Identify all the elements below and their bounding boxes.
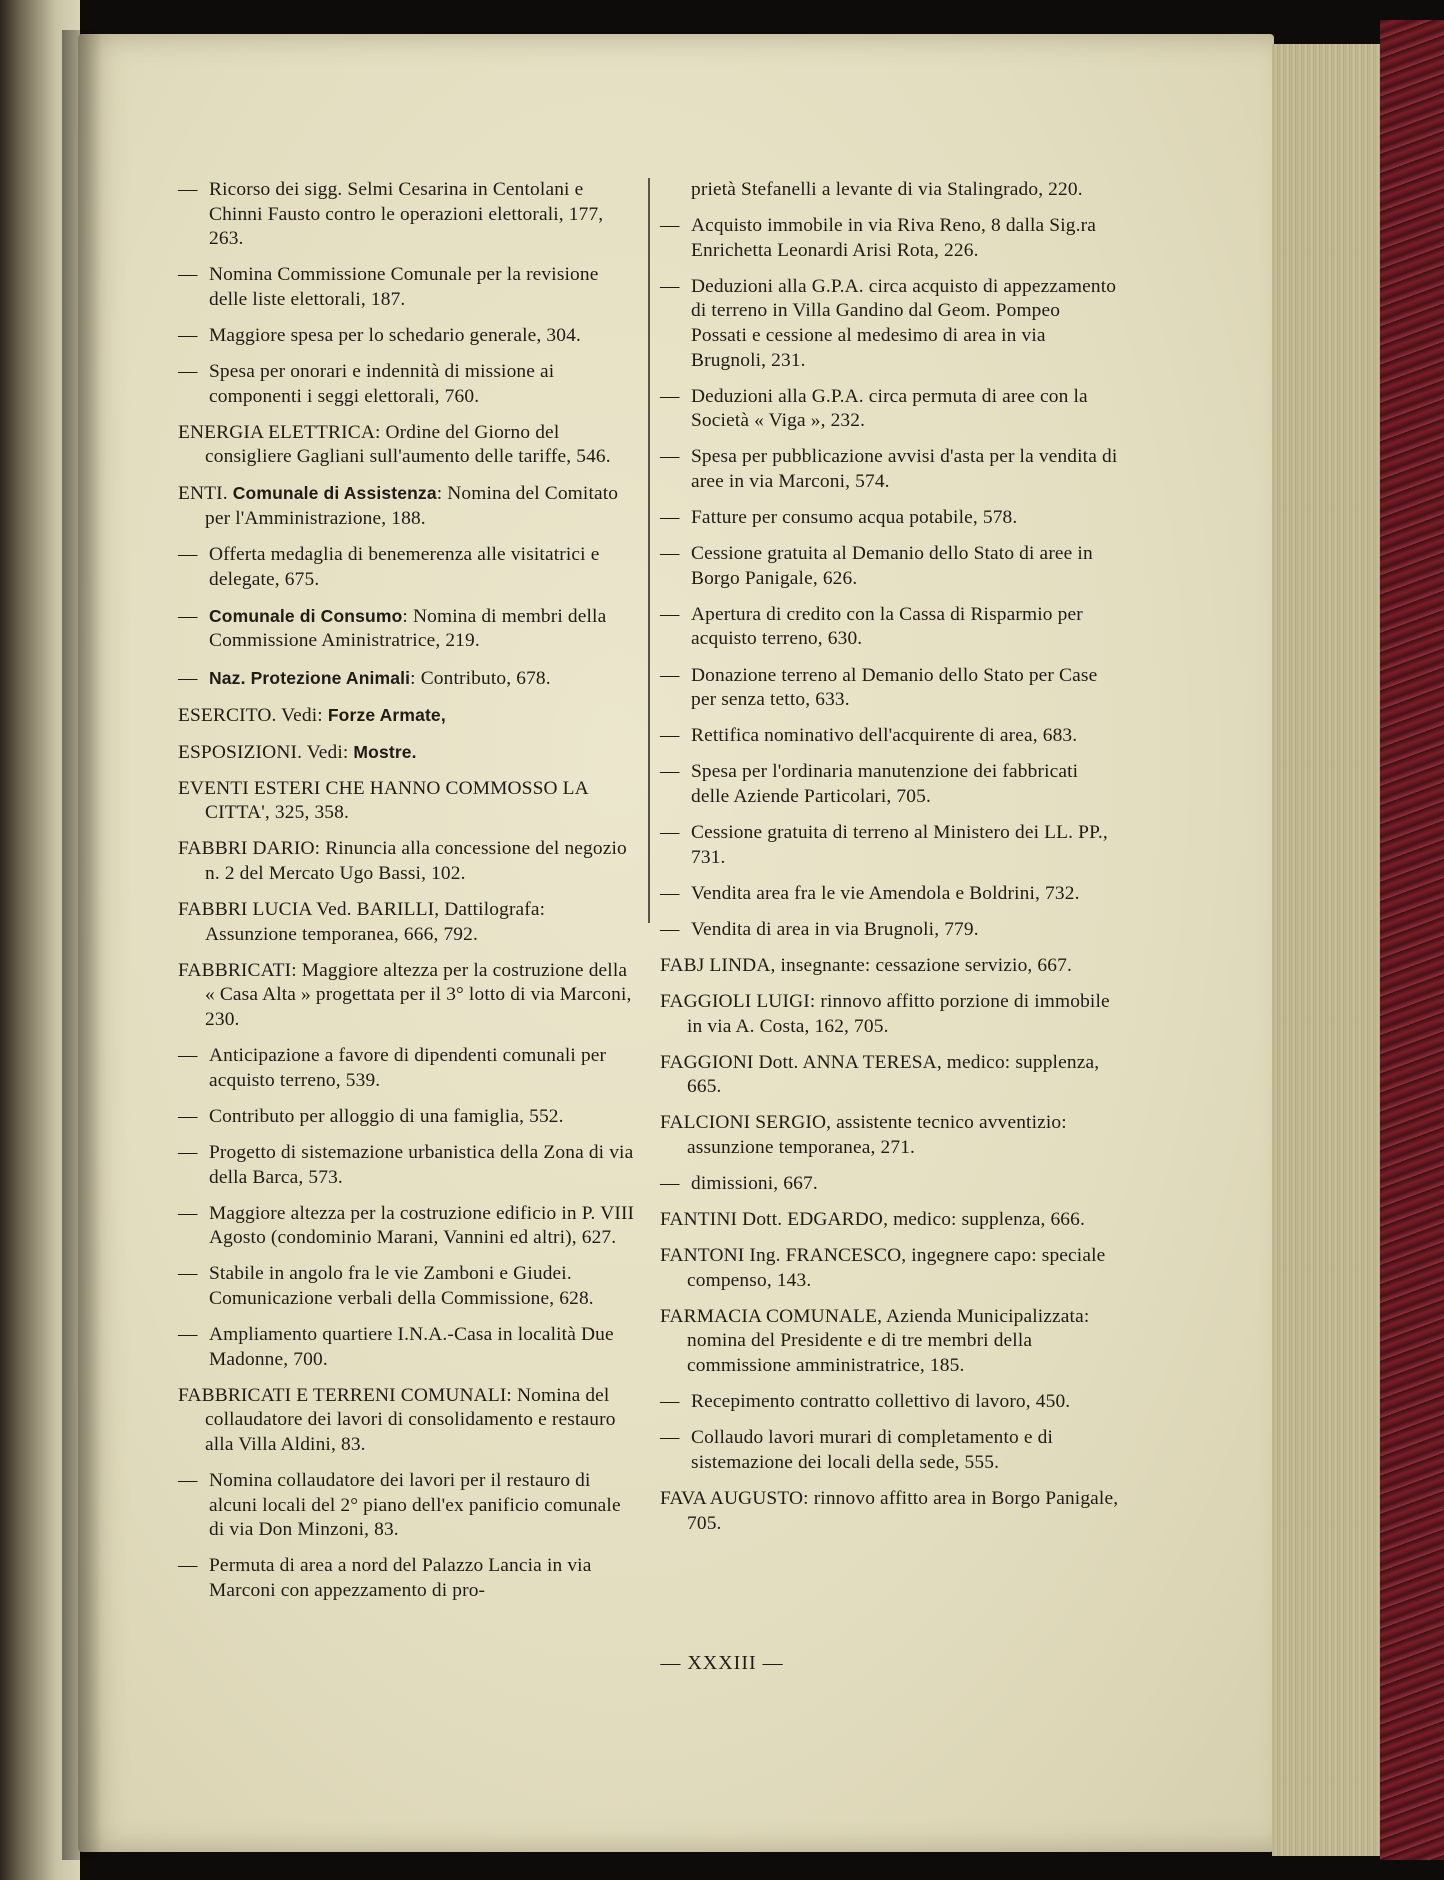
entry-text: Recepimento contratto collettivo di lavoro, 450. (691, 1391, 1071, 1413)
index-subentry (178, 324, 638, 349)
subentry-dash: — (660, 385, 680, 407)
subentry-dash: — (178, 1105, 198, 1127)
page-number: — XXXIII — (660, 1652, 784, 1674)
entry-text: FALCIONI SERGIO, assistente tecnico avventizio: assunzione temporanea, 271. (660, 1112, 1067, 1158)
entry-text: Spesa per l'ordinaria manutenzione dei fabbricati delle Aziende Particolari, 705. (691, 761, 1079, 807)
subentry-dash: — (660, 1427, 680, 1449)
subject-label: Forze Armate, (327, 704, 446, 725)
subentry-dash: — (660, 761, 680, 783)
entry-text: prietà Stefanelli a levante di via Stalingrado, 220. (691, 179, 1083, 200)
subentry-dash: — (660, 275, 680, 297)
entry-text: FABBRICATI: Maggiore altezza per la costruzione della « Casa Alta » progettata per il 3° lotto di via Marconi, 230. (178, 959, 632, 1031)
index-subentry (660, 603, 1120, 652)
index-subentry (660, 882, 1120, 907)
index-subentry (178, 178, 638, 252)
entry-text: FABJ LINDA, insegnante: cessazione servizio, 667. (660, 954, 1072, 976)
entry-text: Maggiore spesa per lo schedario generale, 304. (209, 324, 581, 346)
entry-text: FAGGIOLI LUIGI: rinnovo affitto porzione di immobile in via A. Costa, 162, 705. (660, 990, 1110, 1037)
subentry-dash: — (178, 1045, 198, 1067)
index-heading-entry (660, 1051, 1120, 1100)
entry-text: Permuta di area a nord del Palazzo Lancia in via Marconi con appezzamento di pro- (209, 1555, 592, 1601)
index-subentry (178, 1202, 638, 1251)
entry-text: Vendita di area in via Brugnoli, 779. (691, 918, 979, 940)
entry-text: Ricorso dei sigg. Selmi Cesarina in Centolani e Chinni Fausto contro le operazioni elettorali, 177, 263. (209, 179, 604, 250)
entry-text: dimissioni, 667. (691, 1173, 818, 1194)
index-subentry (660, 1426, 1120, 1475)
index-subentry (660, 1172, 1120, 1197)
subentry-dash: — (178, 1202, 198, 1224)
column-divider (648, 178, 650, 923)
index-subentry (660, 664, 1120, 713)
index-subentry (178, 543, 638, 592)
entry-text: Acquisto immobile in via Riva Reno, 8 dalla Sig.ra Enrichetta Leonardi Arisi Rota, 226. (691, 215, 1096, 261)
subentry-dash: — (660, 446, 680, 468)
entry-text: Anticipazione a favore di dipendenti comunali per acquisto terreno, 539. (209, 1045, 607, 1091)
subject-label: Comunale di Consumo (209, 605, 403, 626)
page-stack-edge (1272, 44, 1392, 1856)
left-index-column (178, 178, 638, 1615)
subentry-dash: — (178, 264, 198, 286)
index-heading-entry (178, 740, 638, 766)
index-subentry (660, 918, 1120, 943)
index-subentry (178, 666, 638, 692)
entry-text: Ampliamento quartiere I.N.A.-Casa in località Due Madonne, 700. (209, 1323, 614, 1370)
subentry-dash: — (660, 603, 680, 625)
entry-text: Spesa per pubblicazione avvisi d'asta per la vendita di aree in via Marconi, 574. (691, 446, 1118, 492)
index-subentry (178, 1262, 638, 1311)
book-gutter (62, 30, 102, 1860)
subentry-dash: — (660, 507, 680, 529)
subentry-dash: — (660, 215, 680, 237)
index-subentry (178, 1554, 638, 1603)
entry-text: FARMACIA COMUNALE, Azienda Municipalizzata: nomina del Presidente e di tre membri della commissione amministratrice, 185. (660, 1305, 1090, 1377)
subentry-dash: — (178, 544, 198, 566)
index-subentry (178, 263, 638, 312)
index-heading-entry (660, 1208, 1120, 1233)
entry-text: : Nomina del Comitato per l'Amministrazione, 188. (205, 483, 619, 530)
subentry-dash: — (178, 1141, 198, 1163)
subentry-dash: — (660, 1391, 680, 1413)
index-subentry (178, 1044, 638, 1093)
subject-label: Comunale di Assistenza (232, 483, 437, 504)
entry-text: Collaudo lavori murari di completamento e di sistemazione dei locali della sede, 555. (691, 1427, 1054, 1473)
index-heading-entry (660, 1244, 1120, 1293)
entry-text: Cessione gratuita di terreno al Ministero dei LL. PP., 731. (691, 821, 1108, 868)
index-subentry (178, 1469, 638, 1543)
entry-text: : Nomina di membri della Commissione Aministratrice, 219. (209, 605, 607, 652)
subject-label: Naz. Protezione Animali (209, 667, 411, 688)
index-heading-entry (660, 1487, 1120, 1536)
index-subentry (660, 1390, 1120, 1415)
subject-label: Mostre. (353, 741, 417, 762)
subentry-dash: — (178, 361, 198, 383)
entry-text: Deduzioni alla G.P.A. circa acquisto di appezzamento di terreno in Villa Gandino dal Geom. Pompeo Possati e cessione al medesimo di area in via Brugnoli, 231. (691, 275, 1117, 371)
subentry-dash: — (660, 821, 680, 843)
index-heading-entry (660, 1111, 1120, 1160)
entry-text: Spesa per onorari e indennità di missione ai componenti i seggi elettorali, 760. (209, 361, 555, 407)
entry-text: FAVA AUGUSTO: rinnovo affitto area in Borgo Panigale, 705. (660, 1487, 1119, 1534)
index-subentry (660, 385, 1120, 434)
entry-text: Deduzioni alla G.P.A. circa permuta di aree con la Società « Viga », 232. (691, 385, 1088, 432)
entry-text: Vendita area fra le vie Amendola e Boldrini, 732. (691, 882, 1080, 904)
entry-text: Fatture per consumo acqua potabile, 578. (691, 507, 1018, 529)
index-heading-entry (178, 837, 638, 886)
index-subentry (660, 724, 1120, 749)
subentry-dash: — (178, 605, 198, 627)
subentry-dash: — (660, 543, 680, 565)
index-heading-entry (178, 481, 638, 531)
entry-text: FAGGIONI Dott. ANNA TERESA, medico: supplenza, 665. (660, 1051, 1100, 1098)
subentry-dash: — (660, 664, 680, 686)
index-heading-entry (660, 990, 1120, 1039)
entry-text: EVENTI ESTERI CHE HANNO COMMOSSO LA CITTA', 325, 358. (178, 777, 588, 824)
index-heading-entry (178, 959, 638, 1033)
entry-text: FABBRI LUCIA Ved. BARILLI, Dattilografa: Assunzione temporanea, 666, 792. (178, 899, 546, 945)
index-heading-entry (660, 1305, 1120, 1379)
entry-text: Offerta medaglia di benemerenza alle visitatrici e delegate, 675. (209, 544, 600, 590)
entry-text: FANTONI Ing. FRANCESCO, ingegnere capo: speciale compenso, 143. (660, 1245, 1106, 1291)
entry-text: Stabile in angolo fra le vie Zamboni e Giudei. Comunicazione verbali della Commissione, 628. (209, 1263, 594, 1309)
entry-text: Contributo per alloggio di una famiglia, 552. (209, 1105, 564, 1127)
index-subentry (660, 445, 1120, 494)
entry-text: Donazione terreno al Demanio dello Stato per Case per senza tetto, 633. (691, 664, 1098, 711)
entry-text: Apertura di credito con la Cassa di Risparmio per acquisto terreno, 630. (691, 603, 1083, 650)
entry-text: Maggiore altezza per la costruzione edificio in P. VIII Agosto (condominio Marani, Vannini ed altri), 627. (209, 1202, 635, 1249)
entry-text: Nomina Commissione Comunale per la revisione delle liste elettorali, 187. (209, 264, 599, 310)
subentry-dash: — (178, 324, 198, 346)
subentry-dash: — (660, 1173, 680, 1194)
subentry-dash: — (178, 1263, 198, 1285)
index-subentry (178, 1105, 638, 1130)
index-heading-entry (178, 1384, 638, 1458)
entry-text: ENERGIA ELETTRICA: Ordine del Giorno del consigliere Gagliani sull'aumento delle tariffe, 546. (178, 421, 611, 468)
entry-text: ESERCITO. Vedi: (178, 704, 328, 726)
entry-text: : Contributo, 678. (410, 667, 551, 689)
entry-text: Progetto di sistemazione urbanistica della Zona di via della Barca, 573. (209, 1141, 634, 1188)
entry-text: FABBRICATI E TERRENI COMUNALI: Nomina del collaudatore dei lavori di consolidamento e restauro alla Villa Aldini, 83. (178, 1384, 616, 1455)
subentry-dash: — (660, 882, 680, 904)
index-heading-entry (178, 421, 638, 470)
index-continuation (660, 178, 1120, 203)
index-subentry (660, 214, 1120, 263)
entry-text: Cessione gratuita al Demanio dello Stato di aree in Borgo Panigale, 626. (691, 543, 1093, 589)
index-heading-entry (660, 954, 1120, 979)
entry-text: ESPOSIZIONI. Vedi: (178, 741, 354, 763)
index-subentry (178, 1141, 638, 1190)
index-subentry (660, 506, 1120, 531)
subentry-dash: — (660, 918, 680, 940)
index-heading-entry (178, 898, 638, 947)
entry-text: Rettifica nominativo dell'acquirente di area, 683. (691, 725, 1078, 747)
entry-text: FABBRI DARIO: Rinuncia alla concessione del negozio n. 2 del Mercato Ugo Bassi, 102. (178, 838, 627, 885)
index-heading-entry (178, 703, 638, 729)
index-subentry (660, 275, 1120, 373)
book-cover-edge (1380, 20, 1444, 1860)
subentry-dash: — (178, 1555, 198, 1577)
index-subentry (660, 542, 1120, 591)
index-subentry (178, 360, 638, 409)
subentry-dash: — (178, 667, 198, 689)
subentry-dash: — (178, 1469, 198, 1491)
index-subentry (660, 821, 1120, 870)
entry-text: ENTI. (178, 483, 233, 505)
index-subentry (178, 604, 638, 654)
entry-text: Nomina collaudatore dei lavori per il restauro di alcuni locali del 2° piano dell'ex panificio comunale di via Don Minzoni, 83. (209, 1469, 621, 1541)
right-index-column (660, 178, 1120, 1548)
index-heading-entry (178, 777, 638, 826)
index-subentry (178, 1323, 638, 1372)
index-subentry (660, 760, 1120, 809)
entry-text: FANTINI Dott. EDGARDO, medico: supplenza, 666. (660, 1209, 1085, 1231)
subentry-dash: — (178, 1323, 198, 1345)
subentry-dash: — (178, 179, 198, 200)
subentry-dash: — (660, 725, 680, 747)
